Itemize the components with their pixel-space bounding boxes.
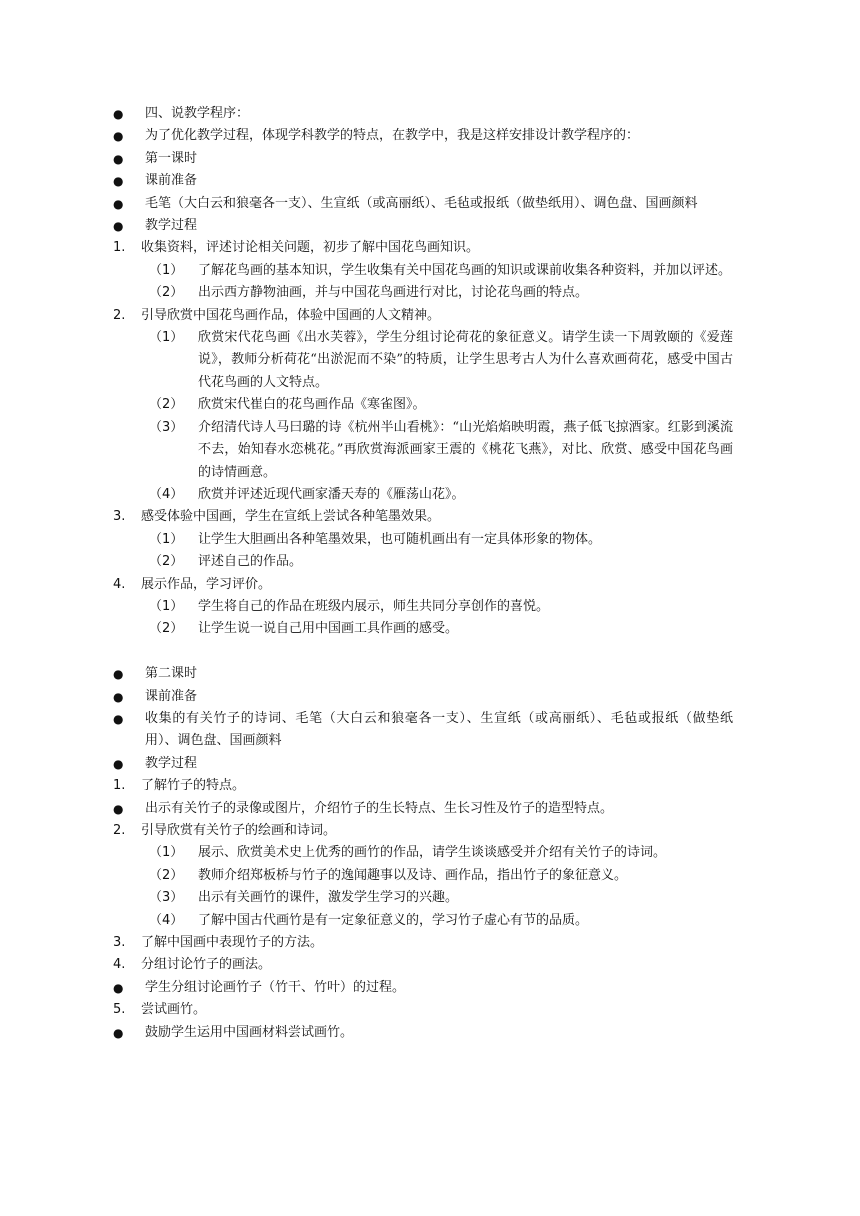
- sub-item: [113, 618, 733, 640]
- numbered-item: [113, 506, 733, 528]
- bullet-marker: ●: [113, 711, 124, 726]
- item-text: 评述自己的作品。: [198, 554, 303, 570]
- item-text: 介绍清代诗人马曰璐的诗《杭州半山看桃》：“山光焰焰映明霞，燕子低飞掠酒家。红影到溪流不去，始知春水恋桃花。”再欣赏海派画家王震的《桃花飞燕》，对比、欣赏、感受中国花鸟画的诗情画意。: [198, 419, 733, 480]
- bullet-marker: ●: [113, 1025, 124, 1040]
- bullet-item: [113, 148, 733, 170]
- bullet-marker: ●: [113, 756, 124, 771]
- bullet-marker: ●: [113, 151, 124, 166]
- list-number: （4）: [149, 486, 184, 502]
- bullet-marker: ●: [113, 174, 124, 189]
- bullet-marker: ●: [113, 219, 124, 234]
- bullet-item: [113, 193, 733, 215]
- numbered-item: [113, 574, 733, 596]
- item-text: 了解中国古代画竹是有一定象征意义的，学习竹子虚心有节的品质。: [198, 912, 589, 928]
- bullet-item: [113, 708, 733, 753]
- numbered-item: [113, 237, 733, 259]
- item-text: 收集的有关竹子的诗词、毛笔（大白云和狼毫各一支）、生宣纸（或高丽纸）、毛毡或报纸（做垫纸用）、调色盘、国画颜料: [145, 710, 733, 749]
- sub-item: [113, 596, 733, 618]
- bullet-item: [113, 798, 733, 820]
- item-text: 尝试画竹。: [141, 1002, 207, 1018]
- item-text: 让学生说一说自己用中国画工具作画的感受。: [198, 621, 459, 637]
- item-text: 了解竹子的特点。: [141, 778, 246, 794]
- item-text: 了解中国画中表现竹子的方法。: [141, 935, 324, 951]
- item-text: 出示有关画竹的课件，激发学生学习的兴趣。: [198, 890, 459, 906]
- item-text: 学生分组讨论画竹子（竹干、竹叶）的过程。: [145, 979, 406, 995]
- item-text: 教学过程: [145, 755, 198, 771]
- bullet-item: [113, 170, 733, 192]
- item-text: 感受体验中国画，学生在宣纸上尝试各种笔墨效果。: [141, 509, 441, 525]
- item-text: 出示有关竹子的录像或图片，介绍竹子的生长特点、生长习性及竹子的造型特点。: [145, 800, 614, 816]
- item-text: 第二课时: [145, 666, 198, 682]
- item-text: 引导欣赏中国花鸟画作品，体验中国画的人文精神。: [141, 307, 441, 323]
- list-number: 2.: [113, 307, 126, 323]
- numbered-item: [113, 820, 733, 842]
- bullet-item: [113, 215, 733, 237]
- item-text: 让学生大胆画出各种笔墨效果，也可随机画出有一定具体形象的物体。: [198, 531, 602, 547]
- list-number: （2）: [149, 285, 184, 301]
- list-number: 3.: [113, 935, 126, 951]
- item-text: 展示、欣赏美术史上优秀的画竹的作品，请学生谈谈感受并介绍有关竹子的诗词。: [198, 845, 667, 861]
- blank-line: [113, 641, 733, 663]
- item-text: 为了优化教学过程，体现学科教学的特点，在教学中，我是这样安排设计教学程序的：: [145, 128, 640, 144]
- numbered-item: [113, 954, 733, 976]
- item-text: 欣赏宋代崔白的花鸟画作品《寒雀图》。: [198, 397, 426, 413]
- list-number: （1）: [149, 531, 184, 547]
- sub-item: [113, 394, 733, 416]
- list-number: （2）: [149, 867, 184, 883]
- item-text: 四、说教学程序：: [145, 106, 250, 121]
- sub-item: [113, 282, 733, 304]
- bullet-item: [113, 125, 733, 147]
- list-number: 3.: [113, 509, 126, 525]
- list-number: 1.: [113, 778, 126, 794]
- list-number: 4.: [113, 576, 126, 592]
- list-number: 1.: [113, 240, 126, 256]
- list-number: （2）: [149, 554, 184, 570]
- list-number: （1）: [149, 845, 184, 861]
- item-text: 学生将自己的作品在班级内展示，师生共同分享创作的喜悦。: [198, 598, 550, 614]
- list-number: 4.: [113, 957, 126, 973]
- list-number: （2）: [149, 621, 184, 637]
- list-number: （1）: [149, 262, 184, 278]
- item-text: 出示西方静物油画，并与中国花鸟画进行对比，讨论花鸟画的特点。: [198, 285, 589, 301]
- bullet-marker: ●: [113, 196, 124, 211]
- list-number: 2.: [113, 822, 126, 838]
- bullet-marker: ●: [113, 980, 124, 995]
- bullet-item: [113, 977, 733, 999]
- list-number: （1）: [149, 330, 184, 346]
- item-text: 展示作品，学习评价。: [141, 576, 272, 592]
- item-text: 教学过程: [145, 218, 198, 234]
- bullet-item: [113, 753, 733, 775]
- item-text: 引导欣赏有关竹子的绘画和诗词。: [141, 822, 337, 838]
- numbered-item: [113, 305, 733, 327]
- item-text: 了解花鸟画的基本知识，学生收集有关中国花鸟画的知识或课前收集各种资料，并加以评述。: [198, 262, 732, 278]
- sub-item: [113, 260, 733, 282]
- bullet-item: [113, 1022, 733, 1044]
- numbered-item: [113, 775, 733, 797]
- list-number: （4）: [149, 912, 184, 928]
- list-number: （3）: [149, 419, 184, 435]
- sub-item: [113, 484, 733, 506]
- item-text: 教师介绍郑板桥与竹子的逸闻趣事以及诗、画作品，指出竹子的象征意义。: [198, 867, 628, 883]
- item-text: 课前准备: [145, 688, 198, 704]
- list-number: 5.: [113, 1002, 126, 1018]
- list-number: （1）: [149, 598, 184, 614]
- item-text: 欣赏宋代花鸟画《出水芙蓉》，学生分组讨论荷花的象征意义。请学生读一下周敦颐的《爱莲说》，教师分析荷花“出淤泥而不染”的特质，让学生思考古人为什么喜欢画荷花，感受中国古代花鸟画的人文特点。: [198, 330, 733, 390]
- item-text: 鼓励学生运用中国画材料尝试画竹。: [145, 1024, 354, 1040]
- item-text: 第一课时: [145, 150, 198, 166]
- bullet-marker: ●: [113, 801, 124, 816]
- numbered-item: [113, 932, 733, 954]
- list-number: （3）: [149, 890, 184, 906]
- sub-item: [113, 865, 733, 887]
- item-text: 欣赏并评述近现代画家潘天寿的《雁荡山花》。: [198, 486, 465, 502]
- item-text: 课前准备: [145, 173, 198, 189]
- bullet-marker: ●: [113, 107, 124, 121]
- item-text: 毛笔（大白云和狼毫各一支）、生宣纸（或高丽纸）、毛毡或报纸（做垫纸用）、调色盘、国画颜料: [145, 195, 698, 211]
- bullet-item: [113, 663, 733, 685]
- bullet-marker: ●: [113, 129, 124, 144]
- sub-item: [113, 417, 733, 484]
- numbered-item: [113, 999, 733, 1021]
- bullet-marker: ●: [113, 667, 124, 682]
- document-body: [113, 103, 733, 1044]
- sub-item: [113, 551, 733, 573]
- item-text: 收集资料，评述讨论相关问题，初步了解中国花鸟画知识。: [141, 240, 480, 256]
- list-number: （2）: [149, 397, 184, 413]
- sub-item: [113, 327, 733, 394]
- bullet-marker: ●: [113, 689, 124, 704]
- sub-item: [113, 887, 733, 909]
- sub-item: [113, 910, 733, 932]
- sub-item: [113, 529, 733, 551]
- sub-item: [113, 842, 733, 864]
- bullet-item: [113, 103, 733, 125]
- bullet-item: [113, 686, 733, 708]
- item-text: 分组讨论竹子的画法。: [141, 957, 272, 973]
